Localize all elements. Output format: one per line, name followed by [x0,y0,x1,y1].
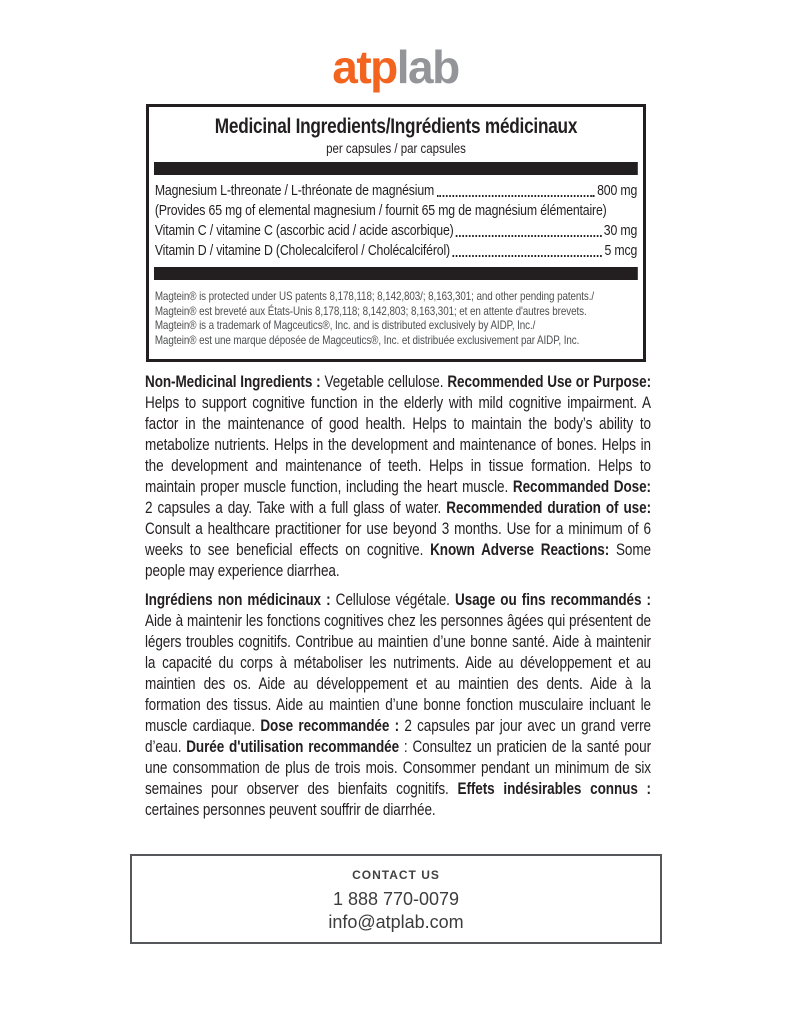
contact-phone: 1 888 770-0079 [332,889,460,909]
divider-bar-top [154,162,638,175]
french-directions-paragraph [145,590,651,821]
brand-logo [0,40,791,94]
dot-leader [437,195,595,197]
ingredient-amount: 30 mg [603,222,638,239]
contact-box [130,854,662,944]
ingredient-row-magnesium [155,181,637,201]
patent-line-3: Magtein® is a trademark of Magceutics®, Inc. and is distributed exclusively by AIDP, Inc./ [154,318,536,332]
logo-lab-text: lab [396,41,459,93]
english-directions-text: Non-Medicinal Ingredients : Vegetable cellulose. Recommended Use or Purpose: Helps to support cognitive function in the elderly with mild cognitive impairment. A factor in the maintenance of good health. Helps to maintain the body’s ability to metabolize nutrients. Helps in the development and maintenance of bones. Helps in the development and maintenance of teeth. Helps in tissue formation. Helps to maintain proper muscle function, including the heart muscle. Recommanded Dose: 2 capsules a day. Take with a full glass of water. Recommended duration of use: Consult a healthcare practitioner for use beyond 3 months. Use for a minimum of 6 weeks to see beneficial effects on cognitive. Known Adverse Reactions: Some people may experience diarrhea. [145,373,652,580]
contact-email: info@atplab.com [328,912,464,932]
ingredient-row-vitamin-d [155,241,637,261]
logo-atp-text: atp [332,41,397,93]
dot-leader [452,255,602,257]
panel-content [154,115,638,347]
ingredient-note: (Provides 65 mg of elemental magnesium / fournit 65 mg de magnésium élémentaire) [154,202,607,219]
patent-notes [155,289,637,347]
patent-line-1: Magtein® is protected under US patents 8,178,118; 8,142,803/; 8,163,301; and other pending patents./ [154,289,595,303]
contact-heading: CONTACT US [352,868,440,882]
panel-subtitle: per capsules / par capsules [326,140,466,156]
ingredient-name: Vitamin D / vitamine D (Cholecalciferol / Cholécalciférol) [154,242,450,259]
patent-line-2: Magtein® est breveté aux États-Unis 8,178,118; 8,142,803; 8,163,301; et en attente d'autres brevets. [154,303,587,318]
ingredient-rows [155,181,637,261]
ingredient-row-magnesium-note [155,201,637,221]
patent-line-4: Magtein® est une marque déposée de Magceutics®, Inc. et distribuée exclusivement par AIDP, Inc. [154,332,580,347]
dot-leader [456,235,601,237]
panel-title: Medicinal Ingredients/Ingrédients médicinaux [214,115,578,138]
english-directions-paragraph [145,372,651,582]
divider-bar-bottom [154,267,638,280]
ingredient-row-vitamin-c [155,221,637,241]
french-directions-text: Ingrédiens non médicinaux : Cellulose végétale. Usage ou fins recommandés : Aide à maintenir les fonctions cognitives chez les personnes âgées qui présentent de légers troubles cognitifs. Contribue au maintien d’une bonne santé. Aide à maintenir la capacité du corps à métaboliser les nutriments. Aide au développement et au maintien des os. Aide au développement et au maintien des dents. Aide à la formation des tissus. Aide au maintien d’une bonne fonction musculaire incluant le muscle cardiaque. Dose recommandée : 2 capsules par jour avec un grand verre d’eau. Durée d'utilisation recommandée : Consultez un praticien de la santé pour une consommation de plus de trois mois. Consommer pendant un minimum de six semaines pour observer des bienfaits cognitifs. Effets indésirables connus : certaines personnes peuvent souffrir de diarrhée. [145,591,652,819]
ingredient-name: Vitamin C / vitamine C (ascorbic acid / acide ascorbique) [154,222,454,239]
ingredient-amount: 5 mcg [604,242,638,259]
ingredient-name: Magnesium L-threonate / L-thréonate de magnésium [154,182,435,199]
ingredient-amount: 800 mg [597,182,638,199]
medicinal-ingredients-panel [146,104,646,362]
